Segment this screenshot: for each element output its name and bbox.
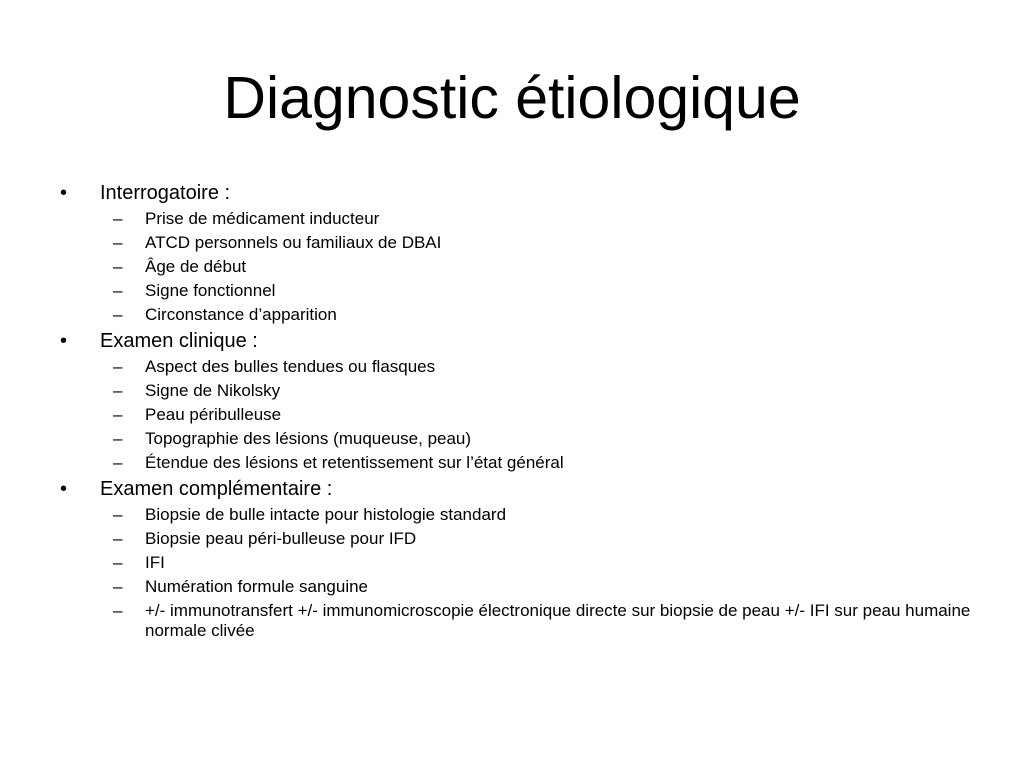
bullet-list — [58, 179, 978, 643]
list-item — [58, 451, 978, 475]
list-item — [58, 599, 978, 643]
list-item-text: Prise de médicament inducteur — [145, 209, 380, 228]
dash-marker: – — [113, 577, 123, 596]
list-item — [58, 575, 978, 599]
dash-marker: – — [113, 305, 123, 324]
list-item-text: Signe de Nikolsky — [145, 381, 281, 400]
list-item-text: Signe fonctionnel — [145, 281, 276, 300]
list-item — [58, 503, 978, 527]
list-item — [58, 255, 978, 279]
list-item-text: Étendue des lésions et retentissement sur l’état général — [145, 453, 564, 472]
dash-marker: – — [113, 357, 123, 376]
dash-marker: – — [113, 529, 123, 548]
list-item — [58, 551, 978, 575]
section-interrogatoire — [58, 179, 978, 207]
list-item-text: Âge de début — [145, 257, 247, 276]
list-item-text: Numération formule sanguine — [145, 577, 369, 596]
dash-marker: – — [113, 553, 123, 572]
list-item — [58, 303, 978, 327]
sub-list-examen-clinique — [58, 355, 978, 475]
list-item — [58, 379, 978, 403]
list-item — [58, 355, 978, 379]
list-item — [58, 427, 978, 451]
list-item-text: +/- immunotransfert +/- immunomicroscopie électronique directe sur biopsie de peau +/- IFI sur peau humaine normale clivée — [145, 601, 971, 640]
list-item — [58, 527, 978, 551]
list-item-text: ATCD personnels ou familiaux de DBAI — [145, 233, 442, 252]
dash-marker: – — [113, 429, 123, 448]
dash-marker: – — [113, 381, 123, 400]
bullet-marker: • — [60, 182, 68, 204]
section-label: Examen complémentaire : — [100, 478, 333, 500]
list-item — [58, 279, 978, 303]
dash-marker: – — [113, 257, 123, 276]
list-item — [58, 207, 978, 231]
dash-marker: – — [113, 209, 123, 228]
list-item-text: Topographie des lésions (muqueuse, peau) — [145, 429, 472, 448]
bullet-marker: • — [60, 330, 68, 352]
dash-marker: – — [113, 281, 123, 300]
section-label: Interrogatoire : — [100, 182, 231, 204]
slide-title: Diagnostic étiologique — [223, 65, 801, 131]
dash-marker: – — [113, 505, 123, 524]
section-examen-clinique — [58, 327, 978, 355]
dash-marker: – — [113, 453, 123, 472]
section-label: Examen clinique : — [100, 330, 258, 352]
list-item-text: Biopsie de bulle intacte pour histologie standard — [145, 505, 507, 524]
dash-marker: – — [113, 233, 123, 252]
list-item-text: Aspect des bulles tendues ou flasques — [145, 357, 436, 376]
list-item — [58, 231, 978, 255]
list-item-text: Biopsie peau péri-bulleuse pour IFD — [145, 529, 417, 548]
sub-list-examen-complementaire — [58, 503, 978, 643]
sub-list-interrogatoire — [58, 207, 978, 327]
section-examen-complementaire — [58, 475, 978, 503]
list-item-text: Circonstance d’apparition — [145, 305, 337, 324]
dash-marker: – — [113, 601, 123, 620]
list-item-text: IFI — [145, 553, 165, 572]
list-item — [58, 403, 978, 427]
bullet-marker: • — [60, 478, 68, 500]
dash-marker: – — [113, 405, 123, 424]
list-item-text: Peau péribulleuse — [145, 405, 282, 424]
